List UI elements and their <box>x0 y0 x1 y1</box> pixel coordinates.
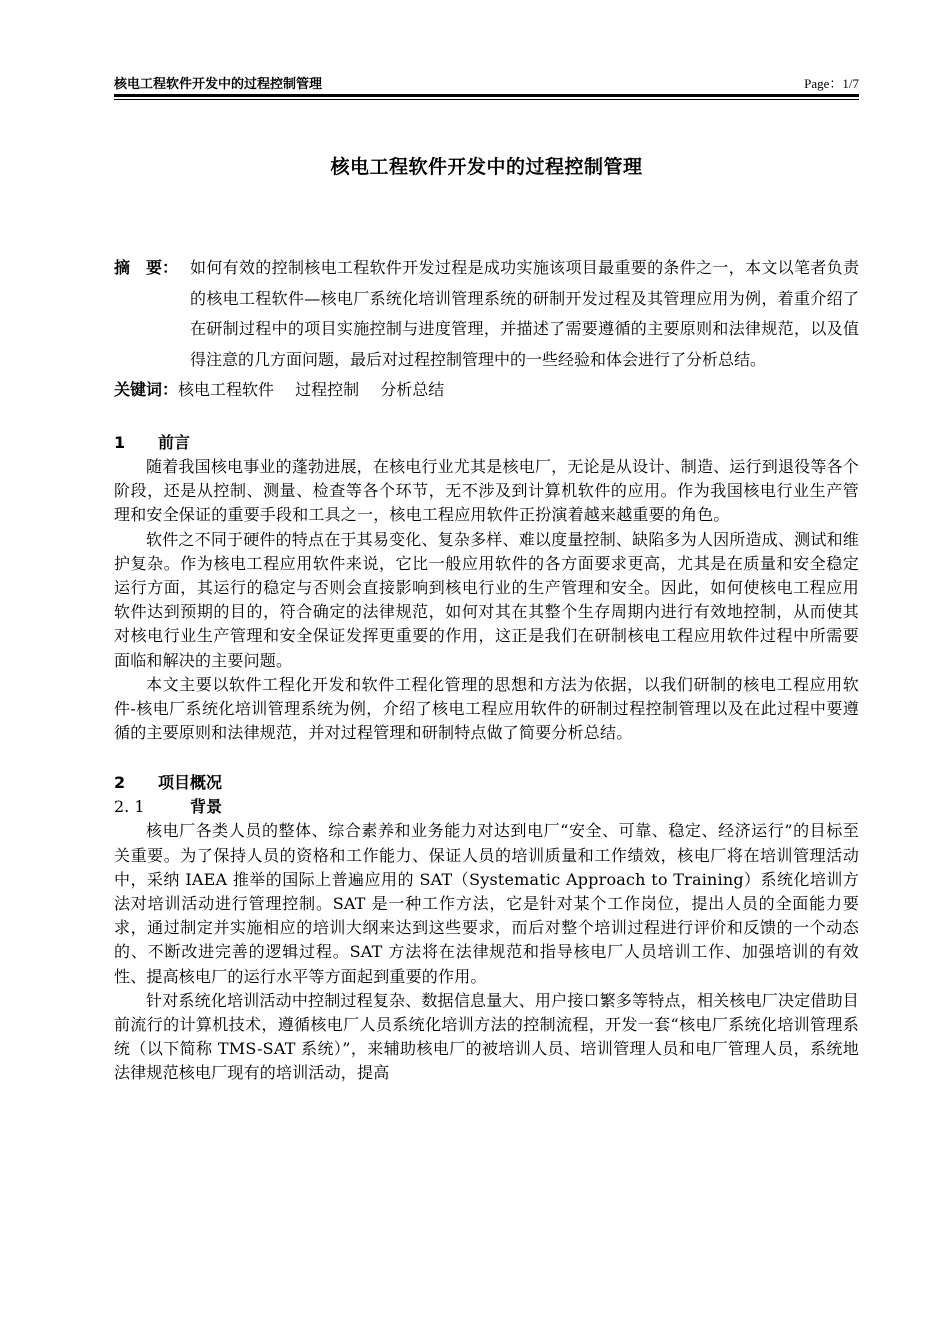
section-2-paragraph: 针对系统化培训活动中控制过程复杂、数据信息量大、用户接口繁多等特点，相关核电厂决定借助目前流行的计算机技术，遵循核电厂人员系统化培训方法的控制流程，开发一套“核电厂系统化培训管理系统（以下简称 TMS-SAT 系统）”，来辅助核电厂的被培训人员、培训管理人员和电厂管理人员，系统地法律规范核电厂现有的培训活动，提高 <box>114 990 859 1083</box>
header-rule-thin <box>114 99 859 100</box>
section-1-paragraph: 本文主要以软件工程化开发和软件工程化管理的思想和方法为依据，以我们研制的核电工程应用软件-核电厂系统化培训管理系统为例，介绍了核电工程应用软件的研制过程控制管理以及在此过程中要遵循的主要原则和法律规范，并对过程管理和研制特点做了简要分析总结。 <box>114 674 859 743</box>
abstract-text: 如何有效的控制核电工程软件开发过程是成功实施该项目最重要的条件之一，本文以笔者负责的核电工程软件—核电厂系统化培训管理系统的研制开发过程及其管理应用为例，着重介绍了在研制过程中的项目实施控制与进度管理，并描述了需要遵循的主要原则和法律规范，以及值得注意的几方面问题，最后对过程控制管理中的一些经验和体会进行了分析总结。 <box>190 258 859 369</box>
keywords <box>114 375 859 405</box>
document-title: 核电工程软件开发中的过程控制管理 <box>330 156 643 178</box>
subsection-2-1-number: 2. 1 <box>114 797 145 817</box>
section-1-heading <box>114 431 859 455</box>
section-1-title: 前言 <box>158 433 191 452</box>
abstract-label: 摘 要： <box>114 258 179 277</box>
page-header <box>114 70 859 92</box>
section-1-number: 1 <box>114 433 126 452</box>
keywords-label: 关键词： <box>114 380 179 399</box>
header-title: 核电工程软件开发中的过程控制管理 <box>114 77 323 92</box>
section-1-paragraph: 随着我国核电事业的蓬勃进展，在核电行业尤其是核电厂，无论是从设计、制造、运行到退役等各个阶段，还是从控制、测量、检查等各个环节，无不涉及到计算机软件的应用。作为我国核电行业生产管理和安全保证的重要手段和工具之一，核电工程应用软件正扮演着越来越重要的角色。 <box>114 457 859 525</box>
section-2-heading <box>114 771 859 795</box>
abstract <box>114 253 859 375</box>
header-rule-thick <box>114 94 859 97</box>
subsection-2-1-title: 背景 <box>190 797 223 817</box>
section-1-paragraph: 软件之不同于硬件的特点在于其易变化、复杂多样、难以度量控制、缺陷多为人因所造成、测试和维护复杂。作为核电工程应用软件来说，它比一般应用软件的各方面要求更高，尤其是在质量和安全稳定运行方面，其运行的稳定与否则会直接影响到核电行业的生产管理和安全。因此，如何使核电工程应用软件达到预期的目的，符合确定的法律规范，如何对其在其整个生存周期内进行有效地控制，从而使其对核电行业生产管理和安全保证发挥更重要的作用，这正是我们在研制核电工程应用软件过程中所需要面临和解决的主要问题。 <box>114 529 859 670</box>
subsection-2-1-heading <box>114 795 859 819</box>
section-2-number: 2 <box>114 773 126 793</box>
page-number: Page：1/7 <box>804 76 859 91</box>
document-page <box>114 70 859 1086</box>
keywords-text: 核电工程软件 过程控制 分析总结 <box>178 380 445 399</box>
section-2-paragraph: 核电厂各类人员的整体、综合素养和业务能力对达到电厂“安全、可靠、稳定、经济运行”的目标至关重要。为了保持人员的资格和工作能力、保证人员的培训质量和工作绩效，核电厂将在培训管理活动中，采纳 IAEA 推举的国际上普遍应用的 SAT（Systematic Approach to Training）系统化培训方法对培训活动进行管理控制。SAT 是一种工作方法，它是针对某个工作岗位，提出人员的全面能力要求，通过制定并实施相应的培训大纲来达到这些要求，而后对整个培训过程进行评价和反馈的一个动态的、不断改进完善的逻辑过程。SAT 方法将在法律规范和指导核电厂人员培训工作、加强培训的有效性、提高核电厂的运行水平等方面起到重要的作用。 <box>114 821 859 986</box>
section-2-title: 项目概况 <box>158 773 223 793</box>
